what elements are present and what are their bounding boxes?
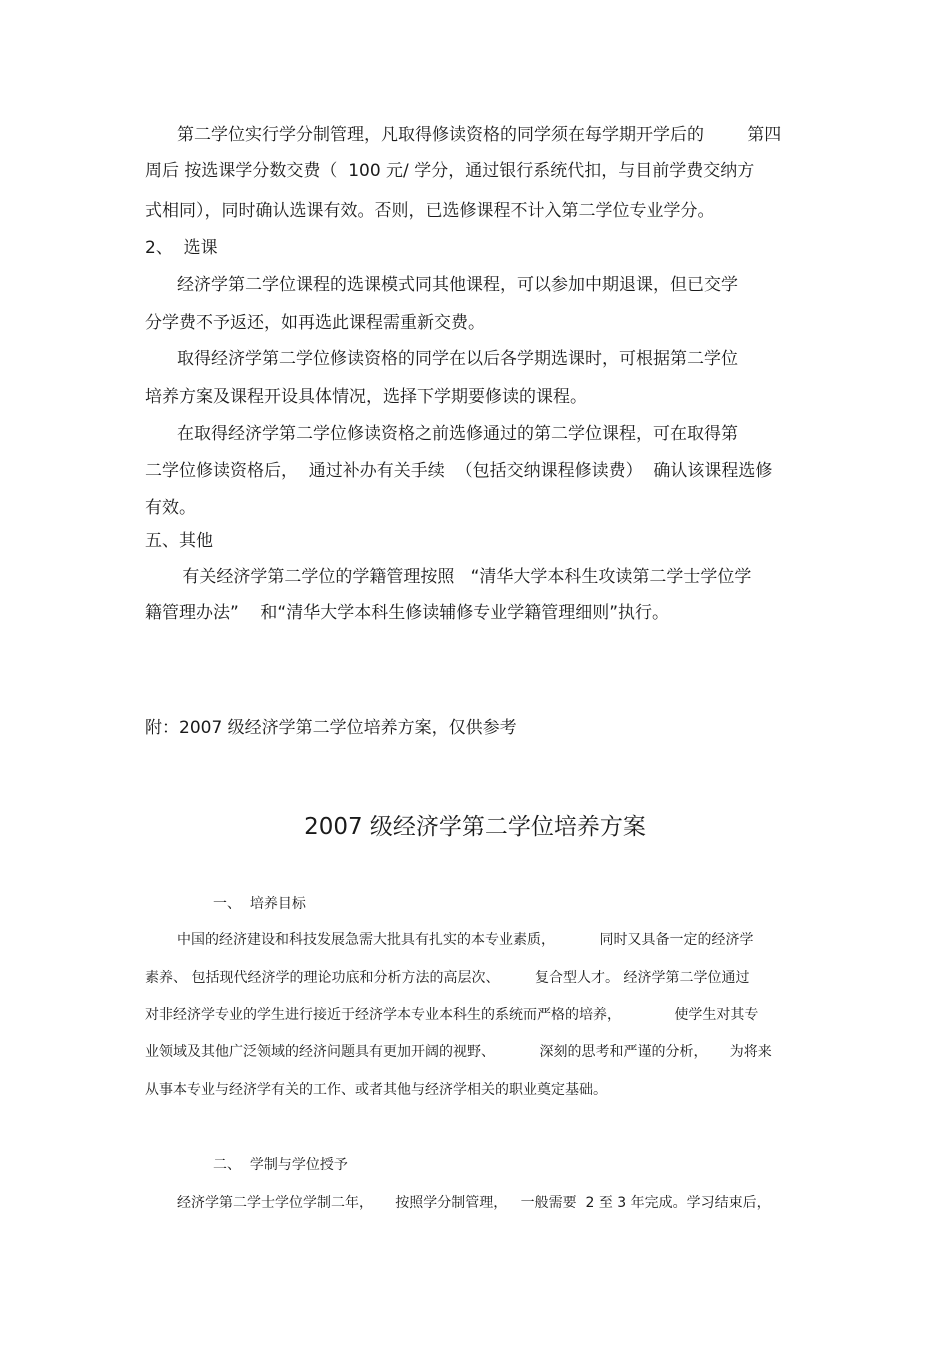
text-line: 籍管理办法” 和“清华大学本科生修读辅修专业学籍管理细则”执行。 <box>145 603 670 623</box>
text-line: 经济学第二学士学位学制二年， 按照学分制管理， 一般需要 2 至 3 年完成。学习结束后， <box>177 1195 771 1211</box>
text-line: 式相同），同时确认选课有效。否则，已选修课程不计入第二学位专业学分。 <box>145 201 715 221</box>
plan-title: 2007 级经济学第二学位培养方案 <box>304 814 646 840</box>
text-line: 中国的经济建设和科技发展急需大批具有扎实的本专业素质， 同时又具备一定的经济学 <box>177 932 754 948</box>
section-heading-objectives: 一、 培养目标 <box>213 896 306 912</box>
appendix-note: 附：2007 级经济学第二学位培养方案，仅供参考 <box>145 718 517 738</box>
section-heading-course-selection: 2、 选课 <box>145 238 218 258</box>
text-line: 素养、 包括现代经济学的理论功底和分析方法的高层次、 复合型人才。 经济学第二学位通过 <box>145 970 750 986</box>
text-line: 在取得经济学第二学位修读资格之前选修通过的第二学位课程，可在取得第 <box>177 424 738 444</box>
text-line: 有效。 <box>145 498 196 518</box>
section-heading-duration-degree: 二、 学制与学位授予 <box>213 1157 348 1173</box>
text-line: 经济学第二学位课程的选课模式同其他课程，可以参加中期退课，但已交学 <box>177 275 738 295</box>
text-line: 分学费不予返还，如再选此课程需重新交费。 <box>145 313 485 333</box>
text-line: 二学位修读资格后， 通过补办有关手续 （包括交纳课程修读费） 确认该课程选修 <box>145 461 773 481</box>
text-line: 培养方案及课程开设具体情况，选择下学期要修读的课程。 <box>145 387 587 407</box>
text-line: 从事本专业与经济学有关的工作、或者其他与经济学相关的职业奠定基础。 <box>145 1082 607 1098</box>
text-line: 周后 按选课学分数交费（ 100 元/ 学分，通过银行系统代扣，与目前学费交纳方 <box>145 161 755 181</box>
text-line: 有关经济学第二学位的学籍管理按照 “清华大学本科生攻读第二学士学位学 <box>177 567 752 587</box>
text-line: 第二学位实行学分制管理，凡取得修读资格的同学须在每学期开学后的 第四 <box>177 125 782 145</box>
text-line: 取得经济学第二学位修读资格的同学在以后各学期选课时，可根据第二学位 <box>177 349 738 369</box>
text-line: 业领域及其他广泛领域的经济问题具有更加开阔的视野、 深刻的思考和严谨的分析， 为将来 <box>145 1044 772 1060</box>
section-heading-other: 五、其他 <box>145 531 213 551</box>
text-line: 对非经济学专业的学生进行接近于经济学本专业本科生的系统而严格的培养， 使学生对其专 <box>145 1007 759 1023</box>
